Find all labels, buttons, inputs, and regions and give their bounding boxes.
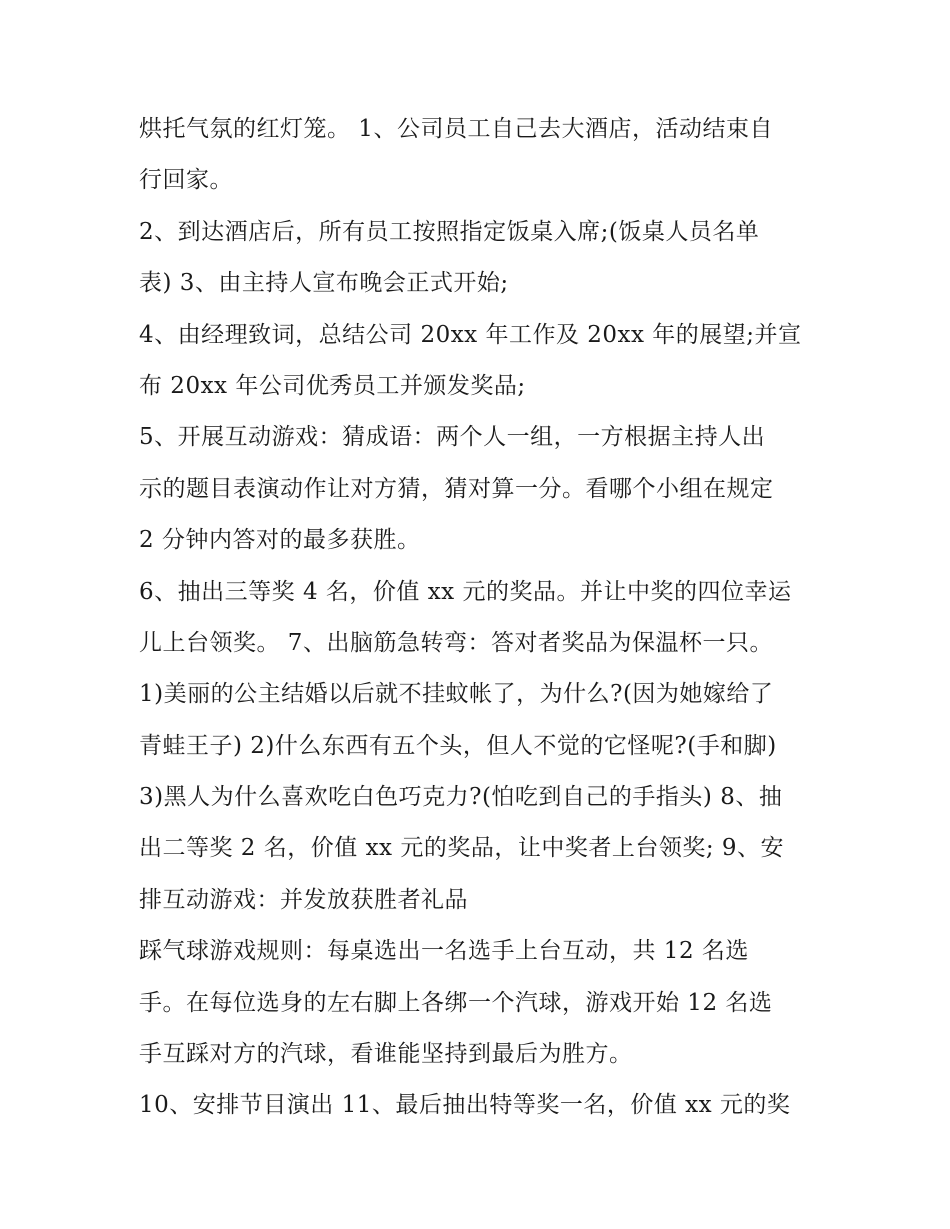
- text-line: 儿上台领奖。 7、出脑筋急转弯：答对者奖品为保温杯一只。: [139, 629, 773, 656]
- text-line: 示的题目表演动作让对方猜，猜对算一分。看哪个小组在规定: [139, 475, 774, 502]
- text-line: 踩气球游戏规则：每桌选出一名选手上台互动，共 12 名选: [139, 938, 749, 965]
- text-line: 排互动游戏：并发放获胜者礼品: [139, 886, 468, 913]
- text-line: 4、由经理致词，总结公司 20xx 年工作及 20xx 年的展望;并宣: [139, 321, 802, 348]
- text-line: 3)黑人为什么喜欢吃白色巧克力?(怕吃到自己的手指头) 8、抽: [139, 784, 783, 811]
- document-body: [139, 104, 819, 1132]
- text-line: 表) 3、由主持人宣布晚会正式开始;: [139, 270, 509, 297]
- text-line: 2 分钟内答对的最多获胜。: [139, 527, 421, 554]
- text-line: 行回家。: [139, 167, 233, 194]
- text-line: 手。在每位选身的左右脚上各绑一个汽球，游戏开始 12 名选: [139, 989, 773, 1016]
- text-line: 1)美丽的公主结婚以后就不挂蚊帐了，为什么?(因为她嫁给了: [139, 681, 774, 708]
- text-line: 6、抽出三等奖 4 名，价值 xx 元的奖品。并让中奖的四位幸运: [139, 578, 792, 605]
- text-line: 布 20xx 年公司优秀员工并颁发奖品;: [139, 372, 526, 399]
- text-line: 青蛙王子) 2)什么东西有五个头，但人不觉的它怪呢?(手和脚): [139, 732, 777, 759]
- text-line: 10、安排节目演出 11、最后抽出特等奖一名，价值 xx 元的奖: [139, 1092, 791, 1119]
- text-line: 手互踩对方的汽球，看谁能坚持到最后为胜方。: [139, 1041, 633, 1068]
- text-line: 烘托气氛的红灯笼。 1、公司员工自己去大酒店，活动结束自: [139, 116, 773, 142]
- text-line: 出二等奖 2 名，价值 xx 元的奖品，让中奖者上台领奖; 9、安: [139, 835, 785, 862]
- text-line: 2、到达酒店后，所有员工按照指定饭桌入席;(饭桌人员名单: [139, 218, 760, 245]
- text-line: 5、开展互动游戏：猜成语：两个人一组，一方根据主持人出: [139, 424, 766, 451]
